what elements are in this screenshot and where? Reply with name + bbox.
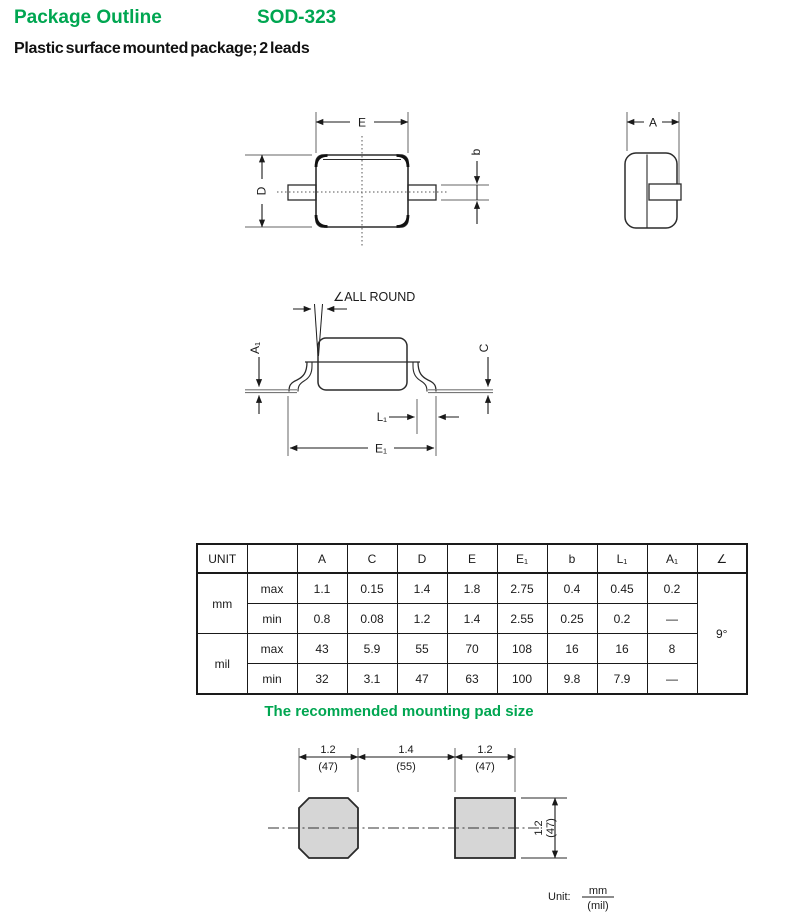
cell: 16 [547,634,597,664]
cell: 70 [447,634,497,664]
cell: 1.4 [447,604,497,634]
col-header-c: C [347,544,397,573]
dim-label-e1: E₁ [374,441,388,456]
col-header-e1: E₁ [497,544,547,573]
col-header-unit: UNIT [197,544,247,573]
cell: 43 [297,634,347,664]
col-header-a: A [297,544,347,573]
pad-dim-right-mil: (47) [475,761,495,773]
cell: 0.2 [597,604,647,634]
cell: 0.8 [297,604,347,634]
top-view-drawing [230,95,500,265]
cell: 0.15 [347,573,397,604]
cell: 0.4 [547,573,597,604]
dimension-table [196,543,748,695]
cell: 63 [447,664,497,695]
dim-label-b: b [469,148,483,156]
end-view-drawing [600,95,720,245]
pad-dim-height-mm: 1.2 [533,820,545,836]
cell: 108 [497,634,547,664]
lead-right-inner [413,362,427,392]
limit-label: max [247,573,297,604]
mounting-pad-drawing [260,742,620,912]
cell: 3.1 [347,664,397,695]
cell: 9.8 [547,664,597,695]
table-row [197,573,747,604]
cell: 2.75 [497,573,547,604]
side-view-drawing [230,282,520,462]
unit-note-denominator: (mil) [587,900,609,912]
lead-right-outer [418,362,436,392]
limit-label: min [247,664,297,695]
cell: 100 [497,664,547,695]
col-header-l1: L₁ [597,544,647,573]
cell: — [647,664,697,695]
col-header-b: b [547,544,597,573]
cell: — [647,604,697,634]
cell: 16 [597,634,647,664]
dim-label-a1: A₁ [248,341,262,355]
cell: 0.25 [547,604,597,634]
dim-label-d: D [254,186,269,196]
table-row [197,664,747,695]
unit-mm: mm [197,573,247,634]
lead-left-outer [289,362,307,392]
package-body-outline [318,338,407,390]
cell: 7.9 [597,664,647,695]
dim-label-c: C [477,343,491,353]
table-header-row [197,544,747,573]
lead-left-inner [298,362,312,392]
col-header-angle: ∠ [697,544,747,573]
col-header-d: D [397,544,447,573]
cell: 1.4 [397,573,447,604]
cell: 8 [647,634,697,664]
unit-mil: mil [197,634,247,695]
unit-note-label: Unit: [548,891,571,903]
dim-label-a: A [648,115,658,130]
cell: 32 [297,664,347,695]
cell: 0.45 [597,573,647,604]
all-round-label: ∠ALL ROUND [333,290,416,304]
cell: 47 [397,664,447,695]
pad-dim-height-mil: (47) [545,818,557,838]
pad-dim-pitch-mm: 1.4 [398,744,414,756]
unit-note-numerator: mm [588,885,608,897]
pad-dim-right-mm: 1.2 [477,744,493,756]
angle-value: 9° [697,573,747,694]
cell: 0.2 [647,573,697,604]
cell: 5.9 [347,634,397,664]
cell: 1.8 [447,573,497,604]
table-row [197,634,747,664]
pad-dim-left-mil: (47) [318,761,338,773]
pad-dim-pitch-mil: (55) [396,761,416,773]
cell: 2.55 [497,604,547,634]
col-header-blank [247,544,297,573]
limit-label: min [247,604,297,634]
lead [649,184,681,200]
dim-label-e: E [357,115,367,130]
cell: 0.08 [347,604,397,634]
mounting-pad-heading: The recommended mounting pad size [264,703,534,720]
draft-angle-line [319,304,323,356]
cell: 1.1 [297,573,347,604]
dim-label-l1: L₁ [376,412,387,424]
table-row [197,604,747,634]
package-name: SOD-323 [257,7,337,28]
package-description: Plastic surface mounted package; 2 leads [14,40,310,57]
limit-label: max [247,634,297,664]
pad-dim-left-mm: 1.2 [320,744,336,756]
page-title: Package Outline [14,7,162,28]
col-header-e: E [447,544,497,573]
col-header-a1: A₁ [647,544,697,573]
cell: 55 [397,634,447,664]
cell: 1.2 [397,604,447,634]
